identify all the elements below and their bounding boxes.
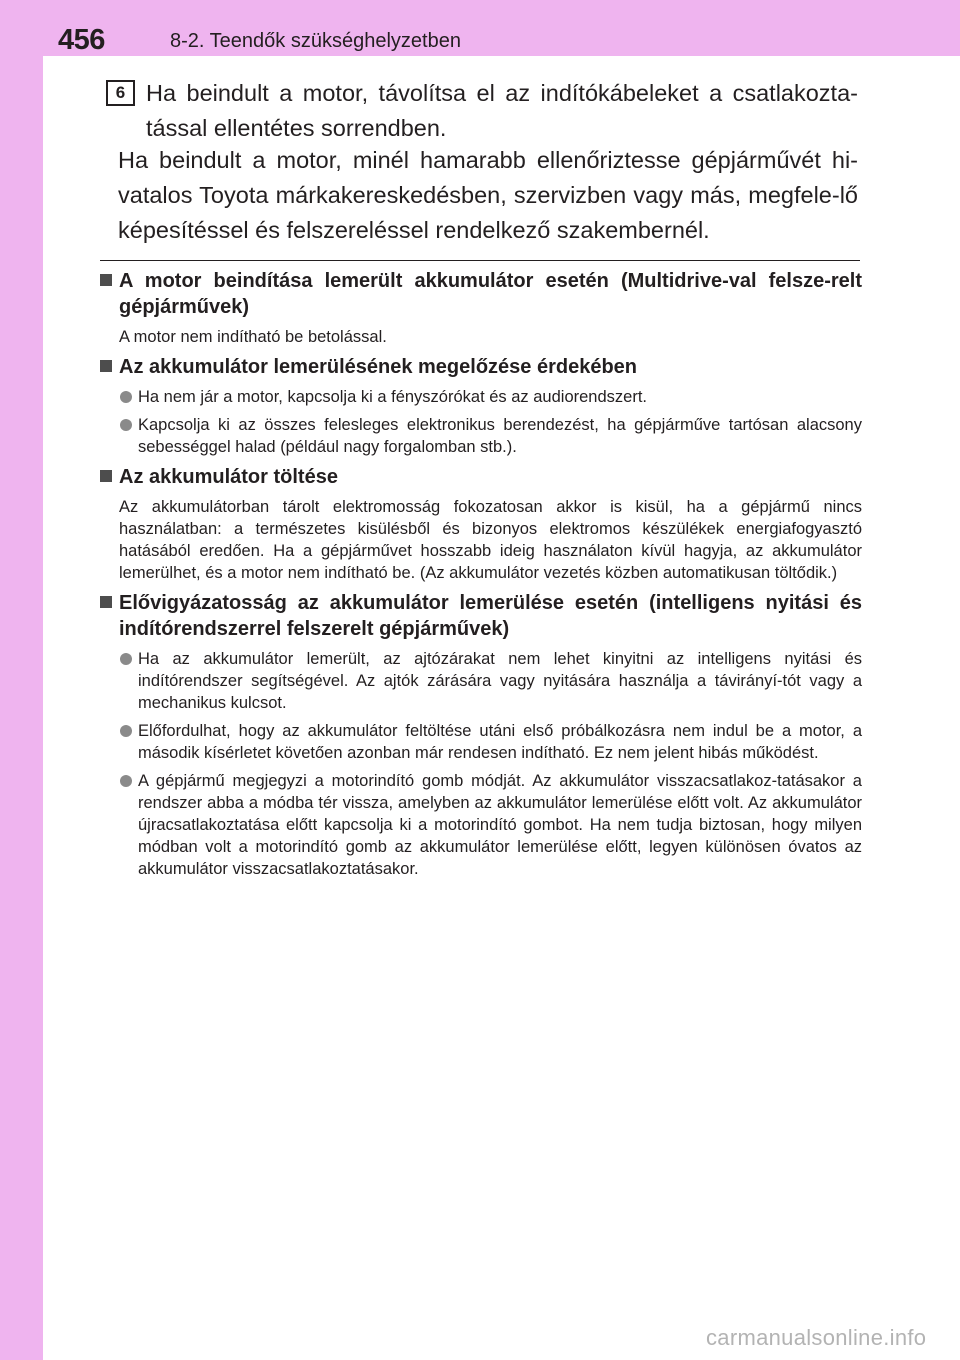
side-color-band bbox=[0, 0, 43, 1360]
square-bullet-icon bbox=[100, 360, 112, 372]
list-item-text: Ha az akkumulátor lemerült, az ajtózárakat nem lehet kinyitni az intelligens nyitási és indítórendszer segítségével. Az ajtók zárására vagy nyitására használja a távirányí-tót vagy a mechanikus kulcsot. bbox=[138, 650, 862, 712]
round-bullet-icon bbox=[120, 391, 132, 403]
round-bullet-icon bbox=[120, 775, 132, 787]
square-bullet-icon bbox=[100, 274, 112, 286]
page-number: 456 bbox=[58, 24, 105, 56]
round-bullet-icon bbox=[120, 419, 132, 431]
step-text: Ha beindult a motor, távolítsa el az indítókábeleket a csatlakozta-tással ellentétes sorrendben. bbox=[146, 80, 858, 141]
note-heading bbox=[100, 590, 862, 642]
list-item bbox=[100, 386, 862, 408]
square-bullet-icon bbox=[100, 596, 112, 608]
note-heading bbox=[100, 464, 862, 490]
site-watermark: carmanualsonline.info bbox=[706, 1325, 927, 1350]
note-section bbox=[100, 464, 862, 584]
after-step-text: Ha beindult a motor, minél hamarabb ellenőriztesse gépjárművét hi-vatalos Toyota márkakereskedésben, szervizben vagy más, megfele-lő képesítéssel és felszereléssel rendelkező szakembernél. bbox=[118, 147, 858, 243]
chapter-title: 8-2. Teendők szükséghelyzetben bbox=[170, 30, 461, 52]
note-paragraph: A motor nem indítható be betolással. bbox=[119, 328, 387, 346]
round-bullet-icon bbox=[120, 653, 132, 665]
list-item bbox=[100, 770, 862, 880]
list-item bbox=[100, 414, 862, 458]
note-heading-text: A motor beindítása lemerült akkumulátor esetén (Multidrive-val felsze-relt gépjárművek) bbox=[119, 270, 862, 318]
note-heading-text: Elővigyázatosság az akkumulátor lemerülése esetén (intelligens nyitási és indítórendszerrel felszerelt gépjárművek) bbox=[119, 592, 862, 640]
note-section bbox=[100, 354, 862, 458]
list-item-text: A gépjármű megjegyzi a motorindító gomb módját. Az akkumulátor visszacsatlakoz-tatásakor a rendszer abba a módba tér vissza, amelyben az akkumulátor lemerülése előtt volt. Az akkumulátor újracsatlakoztatása előtt kapcsolja ki a motorindító gombot. Ha nem tudja biztosan, hogy milyen módban volt a motorindító gomb az akkumulátor lemerülése előtt, legyen különösen óvatos az akkumulátor visszacsatlakoztatásakor. bbox=[138, 772, 862, 878]
note-paragraph: Az akkumulátorban tárolt elektromosság fokozatosan akkor is kisül, ha a gépjármű nincs használatban: a természetes kisülésből és bizonyos elektromos készülékek energiafogyasztó hatásából eredően. Ha a gépjárművet hosszabb ideig használaton kívül hagyja, az akkumulátor lemerülhet, és a motor nem indítható be. (Az akkumulátor vezetés közben automatikusan töltődik.) bbox=[119, 498, 862, 582]
note-section bbox=[100, 268, 862, 348]
section-divider bbox=[100, 260, 860, 261]
note-heading-text: Az akkumulátor töltése bbox=[119, 466, 338, 488]
notes-section bbox=[100, 268, 862, 886]
step-number-box: 6 bbox=[106, 80, 135, 106]
note-heading-text: Az akkumulátor lemerülésének megelőzése érdekében bbox=[119, 356, 638, 378]
note-heading bbox=[100, 268, 862, 320]
note-section bbox=[100, 590, 862, 880]
list-item-text: Előfordulhat, hogy az akkumulátor feltöltése utáni első próbálkozásra nem indul be a motor, a második kísérletet követően azonban már rendesen indítható. Ez nem jelent hibás működést. bbox=[138, 722, 862, 762]
list-item-text: Ha nem jár a motor, kapcsolja ki a fényszórókat és az audiorendszert. bbox=[138, 388, 647, 406]
round-bullet-icon bbox=[120, 725, 132, 737]
note-heading bbox=[100, 354, 862, 380]
list-item bbox=[100, 720, 862, 764]
square-bullet-icon bbox=[100, 470, 112, 482]
list-item-text: Kapcsolja ki az összes felesleges elektronikus berendezést, ha gépjárműve tartósan alacsony sebességgel halad (például nagy forgalomban stb.). bbox=[138, 416, 862, 456]
list-item bbox=[100, 648, 862, 714]
